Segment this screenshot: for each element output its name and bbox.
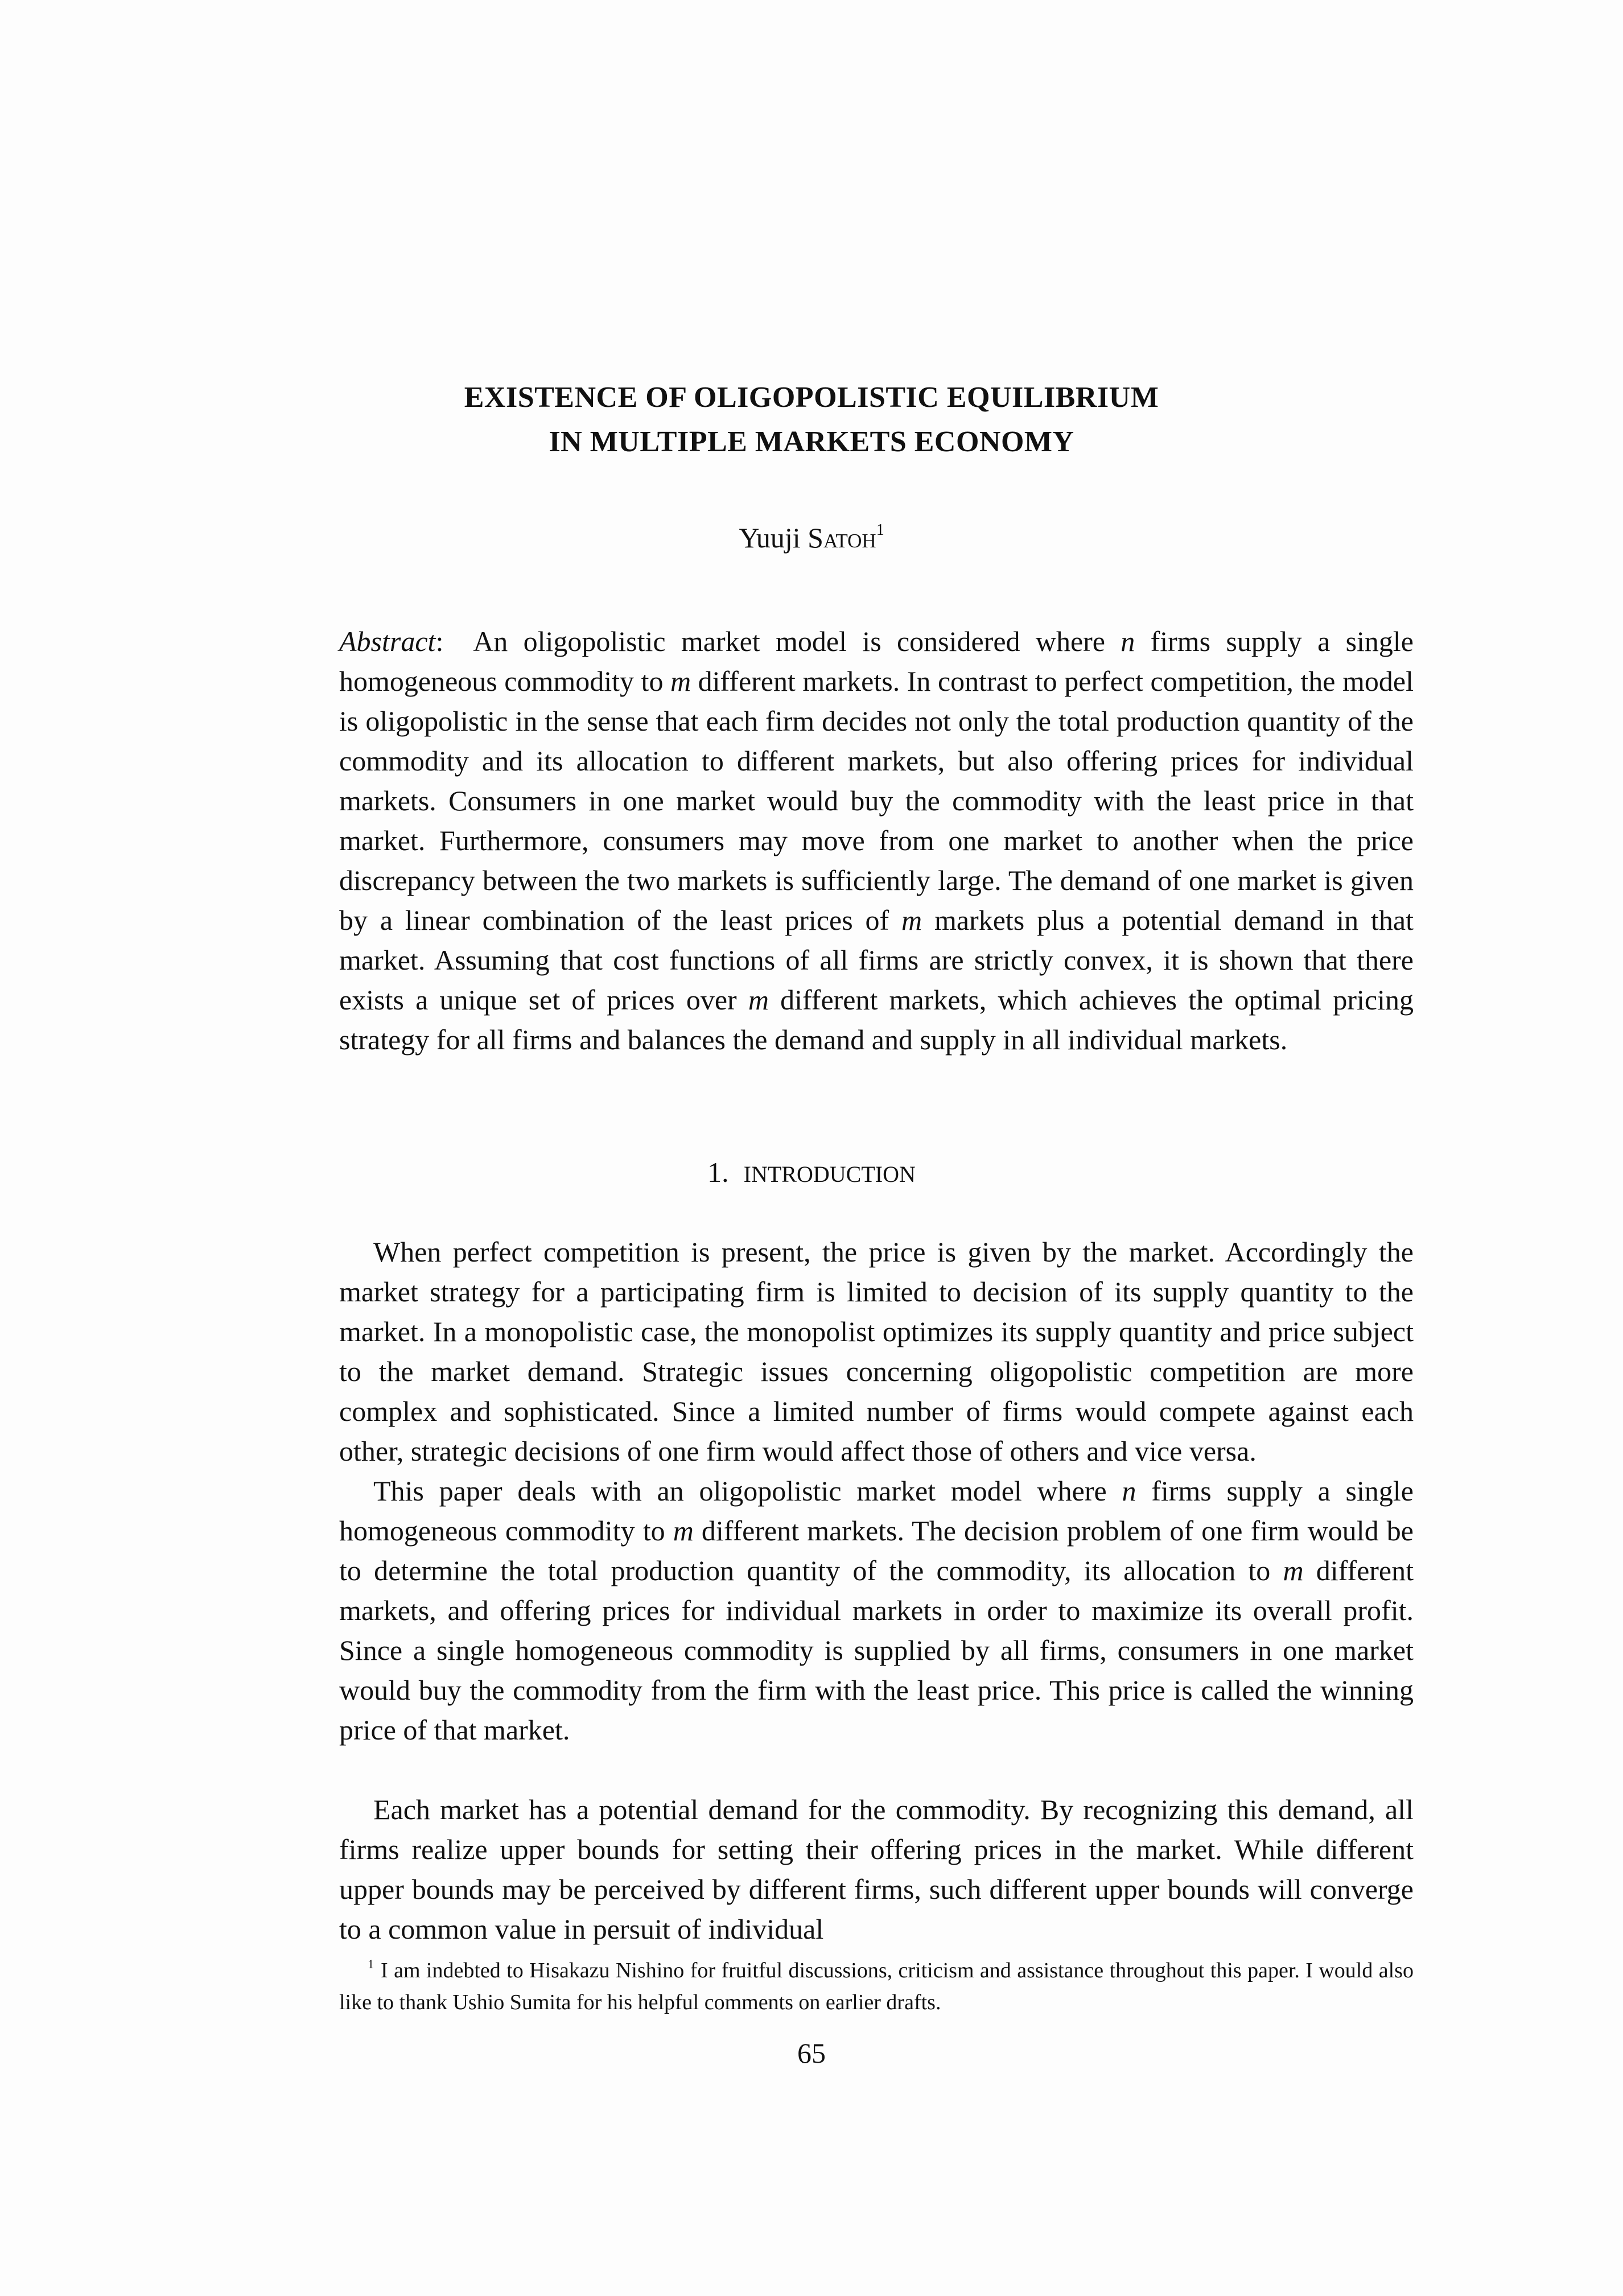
paragraph-text: When perfect competition is present, the price is given by the market. Accordingly the market strategy for a participating firm is limited to decision of its supply quantity to the market. In a monopolistic case, the monopolist optimizes its supply quantity and price subject to the market demand. Strategic issues concerning oligopolistic competition are more complex and sophisticated. Since a limited number of firms would compete against each other, strategic decisions of one firm would affect those of others and vice versa. xyxy=(339,1236,1414,1467)
math-var-m: m xyxy=(670,665,691,697)
section-number: 1. xyxy=(707,1156,729,1188)
title-line-1: EXISTENCE OF OLIGOPOLISTIC EQUILIBRIUM xyxy=(464,381,1159,414)
intro-paragraph-2 xyxy=(339,1471,1414,1750)
abstract-text: An oligopolistic market model is considered where xyxy=(459,625,1121,657)
paragraph-segment: firms supply a single homogeneous commodity to xyxy=(339,1475,1414,1547)
footnote xyxy=(339,1955,1414,2018)
abstract-label-sep: : xyxy=(435,625,444,657)
abstract-text: markets plus a potential demand in that market. Assuming that cost functions of all firms are strictly convex, it is shown that there exists a unique set of prices over xyxy=(339,904,1414,1016)
section-heading xyxy=(0,1155,1623,1192)
paragraph-text xyxy=(339,1471,1414,1750)
math-var-n: n xyxy=(1121,625,1135,657)
abstract-label: Abstract xyxy=(339,625,436,657)
page-number: 65 xyxy=(797,2037,826,2069)
paragraph-segment: This paper deals with an oligopolistic market model where xyxy=(373,1475,1122,1507)
paragraph-segment: different markets, and offering prices for individual markets in order to maximize its overall profit. Since a single homogeneous commodity is supplied by all firms, consumers in one market would buy the commodity from the firm with the least price. This price is called the winning price of that market. xyxy=(339,1555,1414,1746)
author-footnote-mark: 1 xyxy=(876,521,884,539)
intro-paragraph-1 xyxy=(339,1232,1414,1471)
math-var-m: m xyxy=(673,1515,694,1547)
abstract xyxy=(339,621,1414,1060)
abstract-text: different markets. In contrast to perfect competition, the model is oligopolistic in the sense that each firm decides not only the total production quantity of the commodity and its allocation to different markets, but also offering prices for individual markets. Consumers in one market would buy the commodity with the least price in that market. Furthermore, consumers may move from one market to another when the price discrepancy between the two markets is sufficiently large. The demand of one market is given by a linear combination of the least prices of xyxy=(339,665,1414,936)
math-var-n: n xyxy=(1122,1475,1136,1507)
abstract-text: firms supply a single homogeneous commodity to xyxy=(339,625,1414,697)
footnote-mark: 1 xyxy=(368,1957,374,1971)
paragraph-text: Each market has a potential demand for the commodity. By recognizing this demand, all firms realize upper bounds for setting their offering prices in the market. While different upper bounds may be perceived by different firms, such different upper bounds will converge to a common value in persuit of individual xyxy=(339,1794,1414,1945)
author-last-name: Satoh xyxy=(808,522,876,554)
math-var-m: m xyxy=(901,904,922,936)
paragraph-segment: different markets. The decision problem of one firm would be to determine the total production quantity of the commodity, its allocation to xyxy=(339,1515,1414,1586)
math-var-m: m xyxy=(1283,1555,1304,1586)
paper-title xyxy=(0,376,1623,464)
math-var-m: m xyxy=(748,984,769,1016)
footnote-text: I am indebted to Hisakazu Nishino for fruitful discussions, criticism and assistance throughout this paper. I would also like to thank Ushio Sumita for his helpful comments on earlier drafts. xyxy=(339,1959,1414,2014)
section-title: INTRODUCTION xyxy=(743,1161,916,1187)
intro-paragraph-3 xyxy=(339,1790,1414,1949)
title-line-2: IN MULTIPLE MARKETS ECONOMY xyxy=(549,426,1074,458)
abstract-text: different markets, which achieves the optimal pricing strategy for all firms and balances the demand and supply in all individual markets. xyxy=(339,984,1414,1056)
author-first-name: Yuuji xyxy=(739,522,801,554)
author-line xyxy=(0,518,1623,558)
